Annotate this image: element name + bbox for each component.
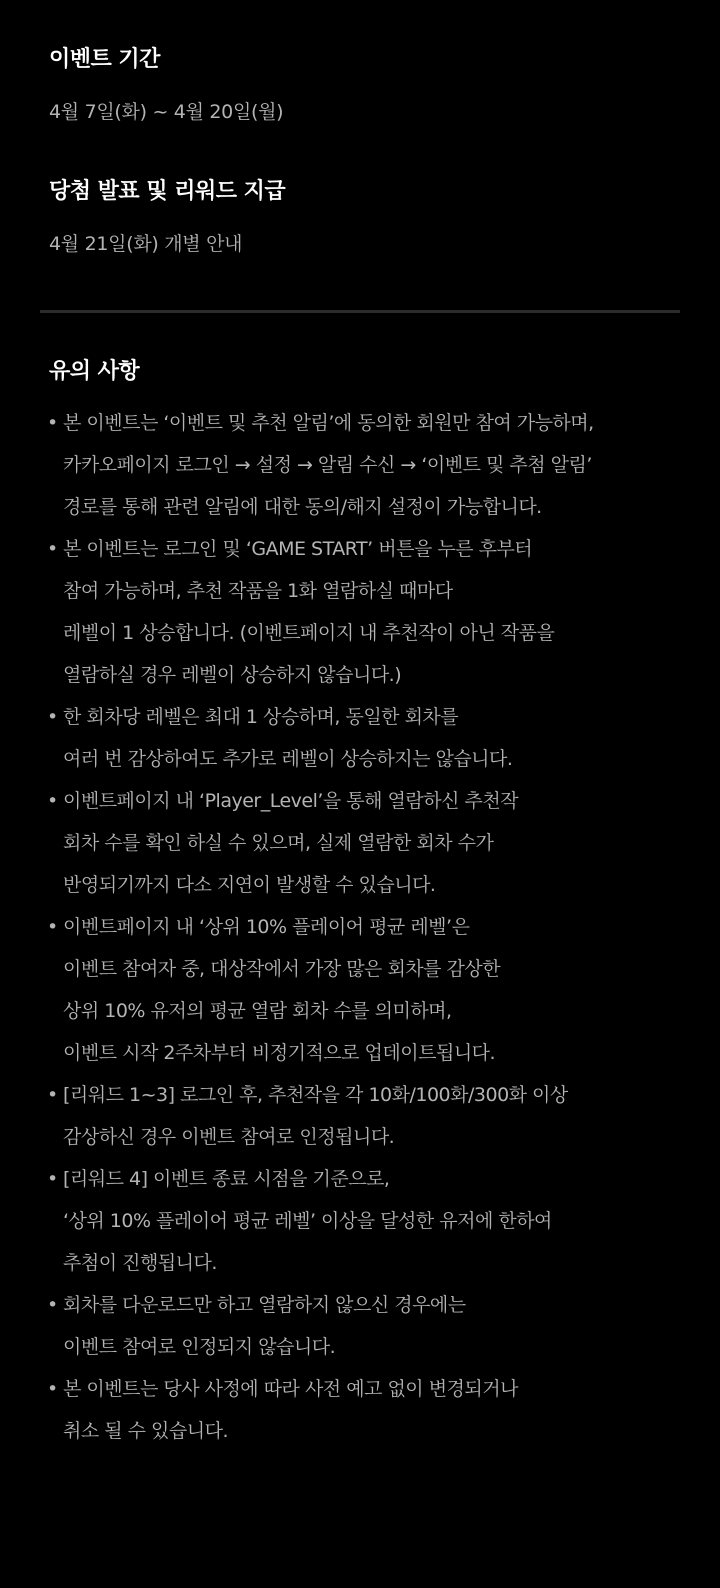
notice-item-line: 회차를 다운로드만 하고 열람하지 않으신 경우에는 (63, 1294, 466, 1316)
notice-item (47, 1158, 707, 1284)
event-period-title: 이벤트 기간 (49, 47, 160, 72)
notice-item-line: 본 이벤트는 당사 사정에 따라 사전 예고 없이 변경되거나 (63, 1378, 518, 1400)
bullet-icon: • (47, 1378, 58, 1400)
bullet-icon: • (47, 916, 58, 938)
notice-item-line: 이벤트페이지 내 ‘Player_Level’을 통해 열람하신 추천작 (63, 790, 519, 812)
notice-item-line: ‘상위 10% 플레이어 평균 레벨’ 이상을 달성한 유저에 한하여 (63, 1210, 552, 1232)
notice-item-line: 카카오페이지 로그인 → 설정 → 알림 수신 → ‘이벤트 및 추첨 알림’ (63, 454, 592, 476)
notice-item-line: 열람하실 경우 레벨이 상승하지 않습니다.) (63, 664, 402, 686)
notice-item (47, 780, 707, 906)
bullet-icon: • (47, 412, 58, 434)
event-period-value: 4월 7일(화) ~ 4월 20일(월) (49, 101, 284, 123)
section-divider (40, 310, 680, 313)
notice-item-line: 레벨이 1 상승합니다. (이벤트페이지 내 추천작이 아닌 작품을 (63, 622, 555, 644)
notice-item-line: 한 회차당 레벨은 최대 1 상승하며, 동일한 회차를 (63, 706, 459, 728)
bullet-icon: • (47, 1084, 58, 1106)
notice-item-line: 이벤트 참여자 중, 대상작에서 가장 많은 회차를 감상한 (63, 958, 501, 980)
notice-item-line: 이벤트 참여로 인정되지 않습니다. (63, 1336, 336, 1358)
bullet-icon: • (47, 538, 58, 560)
notice-item (47, 528, 707, 696)
notice-item-line: 참여 가능하며, 추천 작품을 1화 열람하실 때마다 (63, 580, 453, 602)
notice-item (47, 1368, 707, 1452)
bullet-icon: • (47, 1294, 58, 1316)
notice-item-line: 감상하신 경우 이벤트 참여로 인정됩니다. (63, 1126, 395, 1148)
notice-item-line: 본 이벤트는 로그인 및 ‘GAME START’ 버튼을 누른 후부터 (63, 538, 533, 560)
announcement-value: 4월 21일(화) 개별 안내 (49, 233, 243, 255)
notice-item (47, 1284, 707, 1368)
notice-item-line: 여러 번 감상하여도 추가로 레벨이 상승하지는 않습니다. (63, 748, 513, 770)
notice-item (47, 696, 707, 780)
notice-item-line: 추첨이 진행됩니다. (63, 1252, 217, 1274)
notice-title: 유의 사항 (49, 359, 140, 384)
notice-item-line: 반영되기까지 다소 지연이 발생할 수 있습니다. (63, 874, 436, 896)
bullet-icon: • (47, 706, 58, 728)
bullet-icon: • (47, 790, 58, 812)
notice-item-line: 취소 될 수 있습니다. (63, 1420, 228, 1442)
notice-item (47, 402, 707, 528)
notice-list (47, 402, 707, 1452)
notice-item-line: [리워드 1~3] 로그인 후, 추천작을 각 10화/100화/300화 이상 (63, 1084, 568, 1106)
notice-item (47, 906, 707, 1074)
notice-item-line: 이벤트페이지 내 ‘상위 10% 플레이어 평균 레벨’은 (63, 916, 470, 938)
notice-item-line: 회차 수를 확인 하실 수 있으며, 실제 열람한 회차 수가 (63, 832, 494, 854)
notice-item-line: 이벤트 시작 2주차부터 비정기적으로 업데이트됩니다. (63, 1042, 496, 1064)
announcement-title: 당첨 발표 및 리워드 지급 (49, 179, 286, 204)
notice-item-line: 본 이벤트는 ‘이벤트 및 추천 알림’에 동의한 회원만 참여 가능하며, (63, 412, 594, 434)
notice-item-line: 상위 10% 유저의 평균 열람 회차 수를 의미하며, (63, 1000, 452, 1022)
notice-item (47, 1074, 707, 1158)
notice-item-line: [리워드 4] 이벤트 종료 시점을 기준으로, (63, 1168, 390, 1190)
notice-item-line: 경로를 통해 관련 알림에 대한 동의/해지 설정이 가능합니다. (63, 496, 542, 518)
bullet-icon: • (47, 1168, 58, 1190)
